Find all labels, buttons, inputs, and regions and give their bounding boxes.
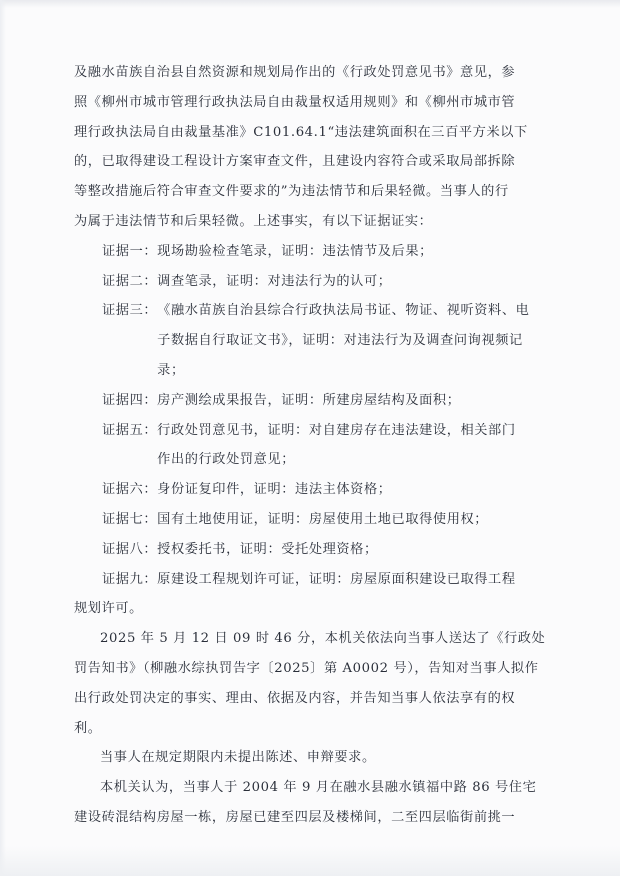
evidence-text [157,416,548,476]
evidence-label: 证据三： [102,303,158,319]
evidence-text: 调查笔录，证明：对违法行为的认可； [157,273,392,289]
evidence-item [74,267,548,297]
evidence-text: 原建设工程规划许可证，证明：房屋原面积建设已取得工程 [157,571,516,587]
text-line: 本机关认为，当事人于 2004 年 9 月在融水县融水镇福中路 86 号住宅 [100,780,537,796]
evidence-item [74,505,548,535]
evidence-text: 国有土地使用证，证明：房屋使用土地已取得使用权； [157,511,489,527]
evidence-label: 证据六： [102,482,158,498]
evidence-item [74,475,548,505]
evidence-item [74,416,548,476]
evidence-text: 授权委托书，证明：受托处理资格； [157,541,378,557]
evidence-text [157,296,548,385]
scan-left-edge [0,0,6,876]
text-line: 理行政执法局自由裁量基准》C101.64.1“违法建筑面积在三百平方米以下 [74,124,528,140]
evidence-text: 房产测绘成果报告，证明：所建房屋结构及面积； [157,392,461,408]
evidence-text: 现场勘验检查笔录，证明：违法情节及后果； [157,243,433,259]
evidence-label: 证据五： [102,422,158,438]
text-line: 建设砖混结构房屋一栋，房屋已建至四层及楼梯间，二至四层临街前挑一 [74,809,516,825]
text-line: 的，已取得建设工程设计方案审查文件，且建设内容符合或采取局部拆除 [74,154,516,170]
text-line: 罚告知书》（柳融水综执罚告字〔2025〕第 A0002 号），告知对当事人拟作 [74,660,539,676]
evidence-label: 证据七： [102,511,158,527]
text-line: 出行政处罚决定的事实、理由、依据及内容，并告知当事人依法享有的权 [74,690,516,706]
evidence-text: 身份证复印件，证明：违法主体资格； [157,482,392,498]
document-body [74,58,548,833]
text-line: 照《柳州市城市管理行政执法局自由裁量权适用规则》和《柳州市城市管 [74,94,516,110]
evidence-text-line: 作出的行政处罚意见； [157,452,296,468]
evidence-label: 证据四： [102,392,158,408]
evidence-label: 证据二： [102,273,158,289]
evidence-label: 证据九： [102,571,158,587]
evidence-item [74,296,548,385]
no-statement-paragraph: 当事人在规定期限内未提出陈述、申辩要求。 [100,750,376,766]
text-line: 等整改措施后符合审查文件要求的”为违法情节和后果轻微。当事人的行 [74,184,509,200]
evidence-item [74,535,548,565]
notice-paragraph [74,624,548,743]
text-line: 利。 [74,720,102,736]
scan-bottom-edge [0,846,620,876]
scan-top-edge [0,0,620,8]
intro-paragraph [74,58,548,237]
evidence-nine-continuation: 规划许可。 [74,601,143,617]
evidence-text-line: 《融水苗族自治县综合行政执法局书证、物证、视听资料、电 [157,303,530,319]
evidence-text-line: 子数据自行取证文书》，证明：对违法行为及调查问询视频记 [157,333,523,349]
evidence-item [74,386,548,416]
text-line: 及融水苗族自治县自然资源和规划局作出的《行政处罚意见书》意见，参 [74,65,516,80]
evidence-text-line: 录； [157,362,185,378]
evidence-nine-line [74,565,548,595]
conclusion-paragraph [74,773,548,833]
evidence-text-line: 行政处罚意见书，证明：对自建房存在违法建设，相关部门 [157,422,516,438]
text-line: 为属于违法情节和后果轻微。上述事实，有以下证据证实： [74,213,433,229]
evidence-item-nine [74,565,548,625]
evidence-list [74,237,548,624]
text-line: 2025 年 5 月 12 日 09 时 46 分，本机关依法向当事人送达了《行政处 [100,631,546,647]
evidence-item [74,237,548,267]
evidence-label: 证据一： [102,243,158,259]
evidence-label: 证据八： [102,541,158,557]
